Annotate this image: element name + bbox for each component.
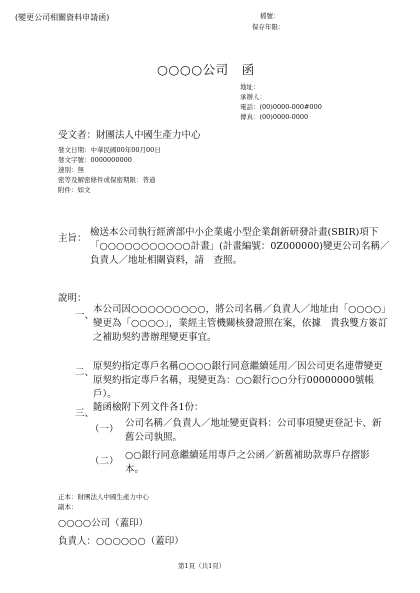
page-number: 第1頁（共1頁） [178, 562, 226, 570]
explanation-label: 說明： [58, 293, 87, 304]
address-label: 地址： [240, 83, 260, 91]
contact-person-label: 承辦人： [240, 93, 266, 101]
company-seal-line: ○○○○公司（蓋印） [58, 518, 149, 529]
issue-number: 發文字號：0000000000 [58, 156, 132, 164]
retention-label: 保存年限： [252, 23, 285, 31]
sub-item-number-2: （二） [90, 456, 119, 467]
item-text-1: 本公司因○○○○○○○○○，將公司名稱／負責人／地址由「○○○○」變更為「○○○○」，業經主管機關核發證照在案，依據 貴我雙方簽訂之補助契約書辦理變更事宜。 [93, 304, 388, 343]
contact-block [240, 82, 322, 122]
item-text-2: 原契約指定專戶名稱○○○○銀行同意繼續延用／因公司更名連帶變更原契約指定專戶名稱，現變更為：○○銀行○○分行00000000號帳戶）。 [93, 361, 383, 400]
sub-item-text-2: ○○銀行同意繼續延用專戶之公函／新舊補助款專戶存摺影本。 [125, 450, 370, 475]
item-text-3: 隨函檢附下列文件各1份： [93, 402, 204, 413]
distribution-block [58, 492, 149, 512]
subject-label: 主旨： [58, 233, 87, 244]
item-number-1: 一、 [75, 310, 95, 321]
document-title: ○○○○公司 函 [157, 62, 255, 77]
sub-item-text-1: 公司名稱／負責人／地址變更資料：公司事項變更登記卡、新舊公司執照。 [125, 418, 382, 443]
item-number-2: 二、 [75, 367, 95, 378]
document-type-note: (變更公司相關資料申請函) [15, 13, 110, 22]
sub-item-number-1: （一） [90, 424, 119, 435]
recipient-line: 受文者：財團法人中國生產力中心 [58, 130, 201, 141]
owner-seal-line: 負責人：○○○○○○（蓋印） [58, 536, 184, 547]
file-number-label: 檔號： [260, 12, 280, 20]
secrecy-class: 密等及解密條件或保密期限：普通 [58, 176, 156, 184]
copy-recipient: 副本： [58, 503, 78, 511]
original-recipient: 正本：財團法人中國生產力中心 [58, 493, 149, 501]
meta-block [58, 145, 161, 195]
item-number-3: 三、 [75, 408, 95, 419]
attachment-line: 附件：如文 [58, 186, 91, 194]
speed-class: 速別：無 [58, 166, 84, 174]
issue-date: 發文日期：中華民國00年00月00日 [58, 146, 161, 154]
fax-line: 傳真：(00)0000-0000 [240, 113, 309, 121]
phone-line: 電話：(00)0000-000#000 [240, 103, 322, 111]
subject-text: 檢送本公司執行經濟部中小企業處小型企業創新研發計畫(SBIR)項下「○○○○○○○○○○○計畫」(計畫編號：0Z000000)變更公司名稱／負責人／地址相關資料，請 查照。 [90, 227, 390, 266]
